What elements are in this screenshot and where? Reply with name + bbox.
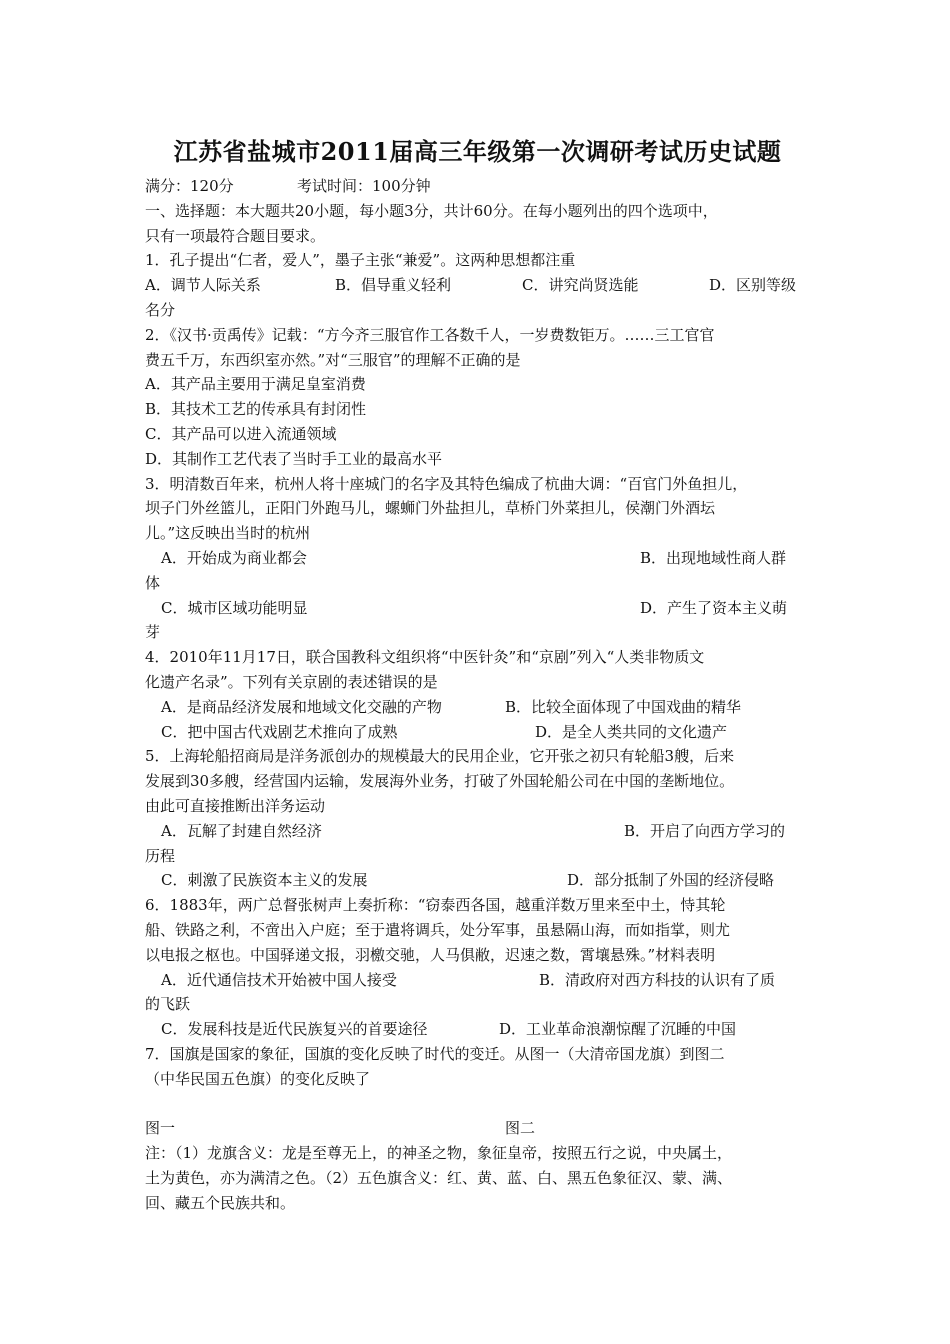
q6-option-b: B．清政府对西方科技的认识有了质 [539, 970, 776, 989]
q1-option-d: D．区别等级 [709, 276, 797, 295]
q5-option-d: D．部分抵制了外国的经济侵略 [567, 871, 775, 890]
page-title: 江苏省盐城市2011届高三年级第一次调研考试历史试题 [173, 137, 782, 166]
question-2-stem-line1: 2．《汉书·贡禹传》记载：“方今齐三服官作工各数千人，一岁费数钜万。……三工官官 [145, 325, 715, 344]
q2-option-d: D．其制作工艺代表了当时手工业的最高水平 [145, 449, 443, 468]
q5-option-c: C．刺激了民族资本主义的发展 [161, 871, 368, 890]
q3-option-b-wrap: 体 [145, 573, 161, 592]
q3-option-d: D．产生了资本主义萌 [640, 598, 788, 617]
figure-space [145, 1091, 810, 1116]
q4-option-d: D．是全人类共同的文化遗产 [535, 722, 728, 741]
question-1-stem: 1．孔子提出“仁者，爱人”，墨子主张“兼爱”。这两种思想都注重 [145, 251, 576, 270]
full-score: 满分：120分 [145, 177, 234, 195]
q1-option-d-wrap: 名分 [145, 300, 176, 319]
figure-labels [145, 1116, 810, 1141]
section-instructions-line1: 一、选择题：本大题共20小题，每小题3分，共计60分。在每小题列出的四个选项中， [145, 201, 718, 220]
q6-options-row1 [145, 968, 810, 993]
question-4-stem-line1: 4．2010年11月17日，联合国教科文组织将“中医针灸”和“京剧”列入“人类非物质文 [145, 648, 705, 667]
q4-option-a: A．是商品经济发展和地域文化交融的产物 [161, 697, 442, 716]
q3-options-row2 [145, 596, 810, 621]
question-6-stem-line1: 6．1883年，两广总督张树声上奏折称：“窃泰西各国，越重洋数万里来至中土，恃其轮 [145, 896, 726, 915]
question-5-stem-line2: 发展到30多艘，经营国内运输，发展海外业务，打破了外国轮船公司在中国的垄断地位。 [145, 772, 735, 791]
q3-option-b: B．出现地域性商人群 [640, 548, 787, 567]
q5-options-row1 [145, 819, 810, 844]
question-5-stem-line1: 5．上海轮船招商局是洋务派创办的规模最大的民用企业，它开张之初只有轮船3艘，后来 [145, 747, 735, 766]
q3-options-row1 [145, 546, 810, 571]
exam-info [145, 174, 810, 199]
q7-note-line3: 回、藏五个民族共和。 [145, 1193, 296, 1212]
q3-option-c: C．城市区域功能明显 [161, 598, 308, 617]
section-instructions-line2: 只有一项最符合题目要求。 [145, 226, 326, 245]
q7-note-line2: 土为黄色，亦为满清之色。（2）五色旗含义：红、黄、蓝、白、黑五色象征汉、蒙、满、 [145, 1168, 733, 1187]
q6-option-d: D．工业革命浪潮惊醒了沉睡的中国 [499, 1020, 737, 1039]
question-4-stem-line2: 化遗产名录”。下列有关京剧的表述错误的是 [145, 672, 438, 691]
question-5-stem-line3: 由此可直接推断出洋务运动 [145, 796, 326, 815]
question-3-stem-line2: 坝子门外丝篮儿，正阳门外跑马儿，螺蛳门外盐担儿，草桥门外菜担儿，侯潮门外酒坛 [145, 499, 716, 518]
q3-option-d-wrap: 芽 [145, 623, 161, 642]
q4-option-b: B．比较全面体现了中国戏曲的精华 [505, 697, 742, 716]
q2-option-b: B．其技术工艺的传承具有封闭性 [145, 400, 367, 419]
question-2-stem-line2: 费五千万，东西织室亦然。”对“三服官”的理解不正确的是 [145, 350, 521, 369]
q6-option-b-wrap: 的飞跃 [145, 995, 191, 1014]
q6-option-a: A．近代通信技术开始被中国人接受 [161, 970, 397, 989]
q1-option-a: A．调节人际关系 [145, 276, 261, 295]
q3-option-a: A．开始成为商业都会 [161, 548, 307, 567]
q2-option-c: C．其产品可以进入流通领域 [145, 424, 337, 443]
question-7-stem-line2: （中华民国五色旗）的变化反映了 [145, 1069, 371, 1088]
q5-option-b-wrap: 历程 [145, 846, 176, 865]
figure-1-label: 图一 [145, 1119, 176, 1138]
q5-options-row2 [145, 868, 810, 893]
q1-option-b: B．倡导重义轻利 [335, 276, 452, 295]
q6-option-c: C．发展科技是近代民族复兴的首要途径 [161, 1020, 428, 1039]
exam-page [145, 132, 810, 1215]
question-6-stem-line2: 船、铁路之利，不啻出入户庭；至于遣将调兵，处分军事，虽悬隔山海，而如指掌，则尤 [145, 920, 731, 939]
question-3-stem-line1: 3．明清数百年来，杭州人将十座城门的名字及其特色编成了杭曲大调：“百官门外鱼担儿， [145, 474, 748, 493]
figure-2-label: 图二 [505, 1119, 536, 1138]
question-6-stem-line3: 以电报之枢也。中国驿递文报，羽檄交驰，人马俱敝，迟速之数，霄壤悬殊。”材料表明 [145, 945, 716, 964]
question-1-options [145, 273, 810, 298]
q4-options-row2 [145, 720, 810, 745]
q5-option-b: B．开启了向西方学习的 [624, 821, 786, 840]
q1-option-c: C．讲究尚贤选能 [522, 276, 639, 295]
exam-time: 考试时间：100分钟 [297, 177, 431, 195]
q4-options-row1 [145, 695, 810, 720]
question-7-stem-line1: 7．国旗是国家的象征，国旗的变化反映了时代的变迁。从图一（大清帝国龙旗）到图二 [145, 1044, 725, 1063]
q6-options-row2 [145, 1017, 810, 1042]
q5-option-a: A．瓦解了封建自然经济 [161, 821, 322, 840]
question-3-stem-line3: 儿。”这反映出当时的杭州 [145, 524, 311, 543]
q2-option-a: A．其产品主要用于满足皇室消费 [145, 375, 366, 394]
q7-note-line1: 注：（1）龙旗含义：龙是至尊无上，的神圣之物，象征皇帝，按照五行之说，中央属土， [145, 1144, 733, 1163]
q4-option-c: C．把中国古代戏剧艺术推向了成熟 [161, 722, 398, 741]
